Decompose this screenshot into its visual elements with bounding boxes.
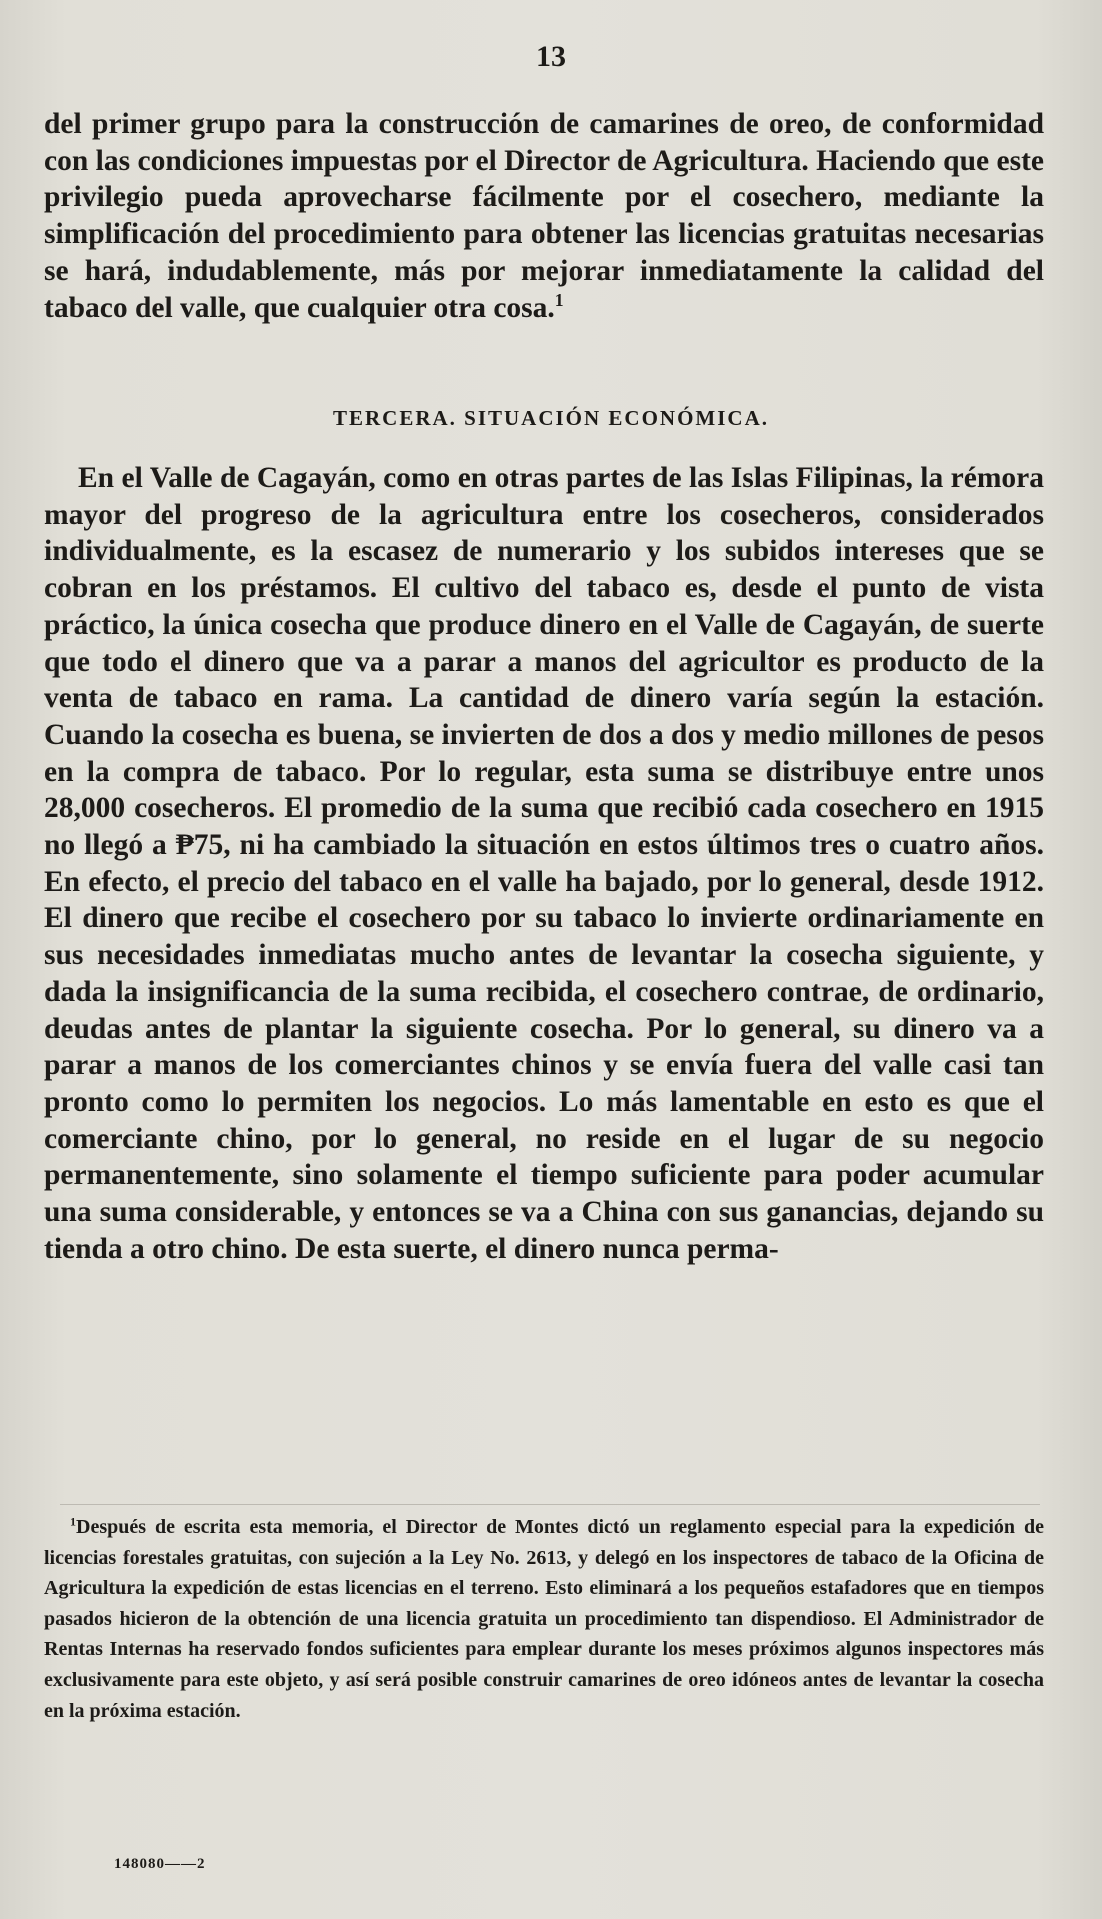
footnote-text: Después de escrita esta memoria, el Director de Montes dictó un reglamento especial para la expedición de licencias forestales gratuitas, con sujeción a la Ley No. 2613, y delegó en los inspectores de tabaco de la Oficina de Agricultura la expedición de estas licencias en el terreno. Esto eliminará a los pequeños estafadores que en tiempos pasados hicieron de la obtención de una licencia gratuita un procedimiento tan dispendioso. El Administrador de Rentas Internas ha reservado fondos suficientes para emplear durante los meses próximos algunos inspectores más exclusivamente para este objeto, y así será posible construir camarines de oreo idóneos antes de levantar la cosecha en la próxima estación. — [44, 1516, 1044, 1722]
footnote-divider — [60, 1504, 1040, 1505]
paragraph-economic-situation: En el Valle de Cagayán, como en otras partes de las Islas Filipinas, la rémora mayor del progreso de la agricultura entre los cosecheros, considerados individualmente, es la escasez de numerario y los subidos intereses que se cobran en los préstamos. El cultivo del tabaco es, desde el punto de vista práctico, la única cosecha que produce dinero en el Valle de Cagayán, de suerte que todo el dinero que va a parar a manos del agricultor es producto de la venta de tabaco en rama. La cantidad de dinero varía según la estación. Cuando la cosecha es buena, se invierten de dos a dos y medio millones de pesos en la compra de tabaco. Por lo regular, esta suma se distribuye entre unos 28,000 cosecheros. El promedio de la suma que recibió cada cosechero en 1915 no llegó a ₱75, ni ha cambiado la situación en estos últimos tres o cuatro años. En efecto, el precio del tabaco en el valle ha bajado, por lo general, desde 1912. El dinero que recibe el cosechero por su tabaco lo invierte ordinariamente en sus necesidades inmediatas mucho antes de levantar la cosecha siguiente, y dada la insignificancia de la suma recibida, el cosechero contrae, de ordinario, deudas antes de plantar la siguiente cosecha. Por lo general, su dinero va a parar a manos de los comerciantes chinos y se envía fuera del valle casi tan pronto como lo permiten los negocios. Lo más lamentable en esto es que el comerciante chino, por lo general, no reside en el lugar de su negocio permanentemente, sino solamente el tiempo suficiente para poder acumular una suma considerable, y entonces se va a China con sus ganancias, dejando su tienda a otro chino. De esta suerte, el dinero nunca perma- — [44, 462, 1044, 1265]
footnote-mark: 1 — [70, 1514, 76, 1529]
page-number: 13 — [536, 40, 566, 73]
footnote — [44, 1512, 1044, 1726]
printer-signature-mark: 148080——2 — [114, 1856, 206, 1872]
paragraph-1-text: del primer grupo para la construcción de camarines de oreo, de conformidad con las condiciones impuestas por el Director de Agricultura. Haciendo que este privilegio pueda aprovecharse fácilmente por el cosechero, mediante la simplificación del procedimiento para obtener las licencias gratuitas necesarias se hará, indudablemente, más por mejorar inmediatamente la calidad del tabaco del valle, que cualquier otra cosa. — [44, 108, 1044, 324]
footnote-reference: 1 — [554, 289, 564, 310]
section-heading: TERCERA. SITUACIÓN ECONÓMICA. — [332, 406, 770, 430]
paragraph-construction-licenses — [44, 106, 1044, 326]
